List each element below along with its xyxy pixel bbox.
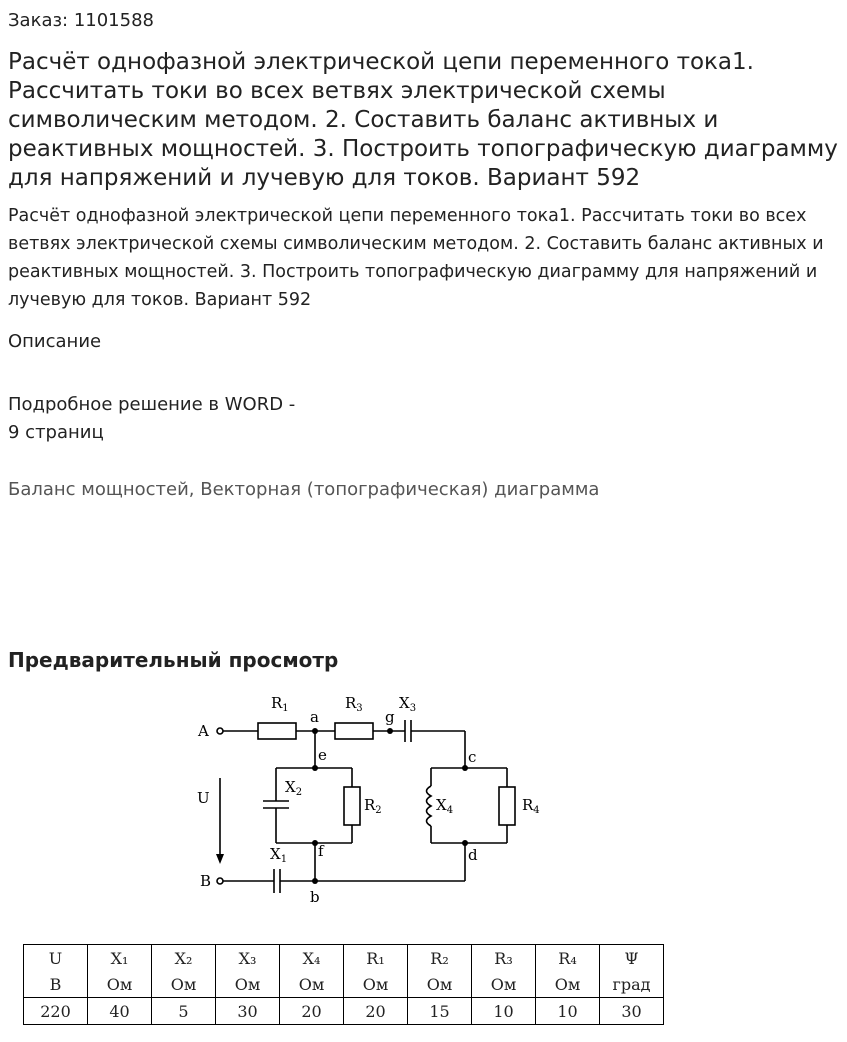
table-cell: Ом xyxy=(472,971,536,998)
terminal-a xyxy=(217,728,223,734)
table-units-row xyxy=(24,971,664,998)
table-cell: В xyxy=(24,971,88,998)
table-cell: X₂ xyxy=(152,945,216,972)
node-b xyxy=(312,878,318,884)
label-r4: $R_4$ xyxy=(522,796,540,816)
label-c: c xyxy=(468,748,477,766)
label-terminal-a: A xyxy=(198,722,209,740)
table-cell: R₃ xyxy=(472,945,536,972)
description-heading: Описание xyxy=(8,331,102,352)
resistor-r1 xyxy=(258,723,296,739)
label-x3: $X_3$ xyxy=(399,694,417,714)
page-title: Расчёт однофазной электрической цепи переменного тока1. Рассчитать токи во всех ветвях электрической схемы символическим методом. 2. Составить баланс активных и реактивных мощностей. 3. Построить топографическую диаграмму для напряжений и лучевую для токов. Вариант 592 xyxy=(8,49,838,191)
label-terminal-b: B xyxy=(200,872,212,890)
table-cell: R₂ xyxy=(408,945,472,972)
table-cell: X₁ xyxy=(88,945,152,972)
table-cell: X₃ xyxy=(216,945,280,972)
preview-heading: Предварительный просмотр xyxy=(8,648,339,672)
word-info-line1: Подробное решение в WORD - xyxy=(8,394,296,415)
tags-line[interactable]: Баланс мощностей, Векторная (топографическая) диаграмма xyxy=(8,479,600,500)
table-header-row xyxy=(24,945,664,972)
label-r3: $R_3$ xyxy=(345,694,363,714)
table-cell: 5 xyxy=(152,998,216,1025)
label-d: d xyxy=(468,846,478,864)
resistor-r4 xyxy=(499,787,515,825)
inductor-x4 xyxy=(427,786,432,826)
label-f: f xyxy=(318,842,324,860)
table-cell: R₄ xyxy=(536,945,600,972)
table-cell: Ом xyxy=(88,971,152,998)
word-info-line2: 9 страниц xyxy=(8,422,104,443)
table-cell: 10 xyxy=(536,998,600,1025)
label-e: e xyxy=(318,746,327,764)
table-cell: град xyxy=(600,971,664,998)
table-cell: Ом xyxy=(344,971,408,998)
table-cell: Ом xyxy=(408,971,472,998)
node-e xyxy=(312,765,318,771)
table-cell: 20 xyxy=(280,998,344,1025)
table-values-row xyxy=(24,998,664,1025)
table-cell: Ом xyxy=(216,971,280,998)
voltage-arrow-head xyxy=(216,854,224,864)
table-cell: R₁ xyxy=(344,945,408,972)
label-g: g xyxy=(385,708,395,726)
order-number: Заказ: 1101588 xyxy=(8,10,154,31)
label-x1: $X_1$ xyxy=(270,845,288,865)
table-cell: X₄ xyxy=(280,945,344,972)
description-text: Расчёт однофазной электрической цепи переменного тока1. Рассчитать токи во всех ветвях электрической схемы символическим методом. 2. Составить баланс активных и реактивных мощностей. 3. Построить топографическую диаграмму для напряжений и лучевую для токов. Вариант 592 xyxy=(8,206,824,310)
circuit-diagram xyxy=(180,688,560,913)
table-cell: 15 xyxy=(408,998,472,1025)
table-cell: 40 xyxy=(88,998,152,1025)
label-x4: $X_4$ xyxy=(436,796,454,816)
label-b: b xyxy=(310,888,320,906)
node-g xyxy=(387,728,393,734)
label-r1: $R_1$ xyxy=(271,694,289,714)
table-cell: 30 xyxy=(216,998,280,1025)
table-cell: 220 xyxy=(24,998,88,1025)
table-cell: Ом xyxy=(280,971,344,998)
table-cell: 20 xyxy=(344,998,408,1025)
node-a xyxy=(312,728,318,734)
table-cell: Ом xyxy=(536,971,600,998)
resistor-r3 xyxy=(335,723,373,739)
parameters-table xyxy=(23,944,664,1025)
label-r2: $R_2$ xyxy=(364,796,382,816)
table-cell: Ом xyxy=(152,971,216,998)
resistor-r2 xyxy=(344,787,360,825)
terminal-b xyxy=(217,878,223,884)
table-cell: 30 xyxy=(600,998,664,1025)
label-x2: $X_2$ xyxy=(285,778,303,798)
table-cell: 10 xyxy=(472,998,536,1025)
table-cell: U xyxy=(24,945,88,972)
label-u: U xyxy=(197,789,210,807)
label-a: a xyxy=(310,708,319,726)
table-cell: Ψ xyxy=(600,945,664,972)
